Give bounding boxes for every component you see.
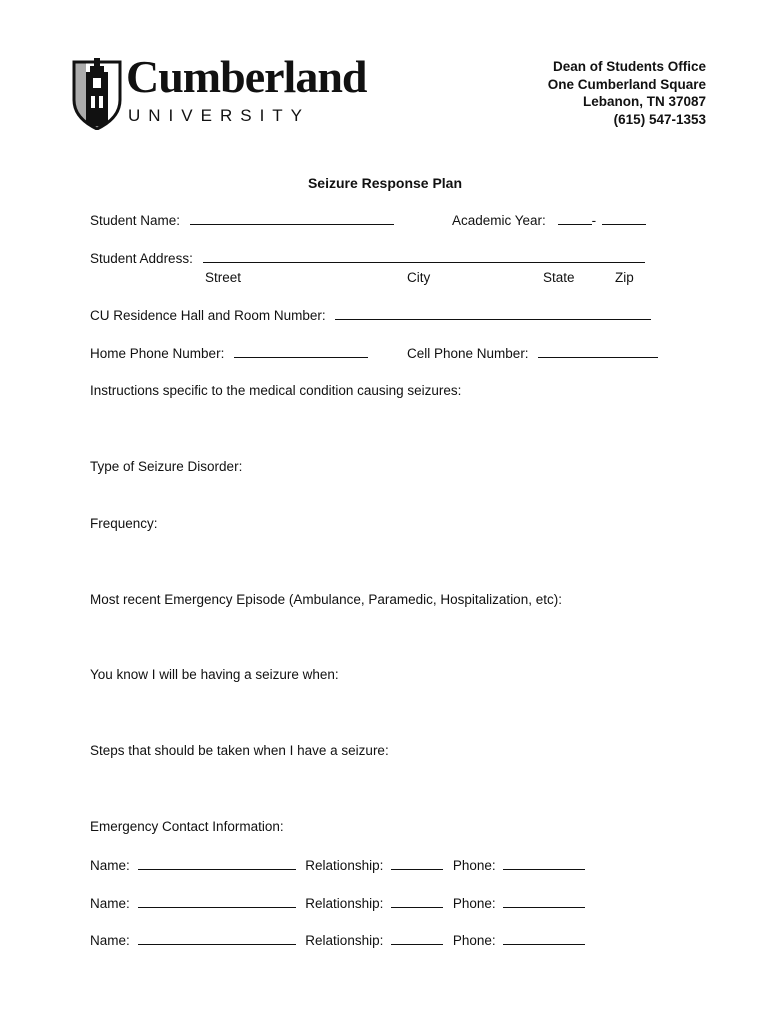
- contact-phone-field[interactable]: [503, 857, 585, 870]
- home-phone-label: Home Phone Number:: [90, 346, 225, 361]
- tower-shield-icon: [72, 52, 122, 130]
- contact-row: [90, 932, 585, 949]
- form-title: Seizure Response Plan: [307, 175, 463, 191]
- contact-relationship-label: Relationship:: [305, 896, 384, 911]
- academic-year-label: Academic Year:: [452, 213, 546, 228]
- residence-label: CU Residence Hall and Room Number:: [90, 308, 326, 323]
- contact-name-label: Name:: [90, 858, 130, 873]
- address-line: Dean of Students Office: [552, 59, 706, 74]
- address-part-zip: Zip: [615, 270, 634, 285]
- logo-wordmark: Cumberland: [126, 51, 367, 102]
- student-address-label: Student Address:: [90, 251, 193, 266]
- instructions-label: Instructions specific to the medical condition causing seizures:: [90, 383, 462, 398]
- steps-label: Steps that should be taken when I have a seizure:: [90, 743, 389, 758]
- contact-relationship-field[interactable]: [391, 857, 443, 870]
- academic-year-row: [452, 212, 646, 229]
- address-line: (615) 547-1353: [613, 111, 706, 127]
- contact-relationship-field[interactable]: [391, 932, 443, 945]
- address-part-street: Street: [205, 270, 242, 285]
- contact-phone-field[interactable]: [503, 895, 585, 908]
- student-address-row: [90, 250, 645, 267]
- emergency-contact-label: Emergency Contact Information:: [90, 819, 284, 834]
- contact-phone-field[interactable]: [503, 932, 585, 945]
- academic-year-end-field[interactable]: [602, 212, 646, 225]
- contact-phone-label: Phone:: [452, 858, 496, 873]
- address-line: Lebanon, TN 37087: [582, 94, 706, 109]
- address-part-state: State: [543, 270, 575, 285]
- student-name-row: [90, 212, 394, 229]
- contact-name-field[interactable]: [138, 857, 296, 870]
- contact-name-label: Name:: [90, 933, 130, 948]
- logo-subtitle: UNIVERSITY: [128, 106, 311, 125]
- student-name-field[interactable]: [190, 212, 394, 225]
- address-line: One Cumberland Square: [547, 76, 706, 92]
- contact-name-label: Name:: [90, 896, 130, 911]
- contact-phone-label: Phone:: [452, 933, 496, 948]
- know-seizure-label: You know I will be having a seizure when:: [90, 667, 339, 682]
- contact-relationship-label: Relationship:: [305, 858, 384, 873]
- university-logo: [72, 52, 382, 132]
- residence-row: [90, 307, 651, 324]
- office-address: [548, 58, 706, 128]
- contact-relationship-label: Relationship:: [305, 933, 384, 948]
- home-phone-row: [90, 345, 368, 362]
- academic-year-start-field[interactable]: [558, 212, 592, 225]
- student-address-field[interactable]: [203, 250, 645, 263]
- contact-name-field[interactable]: [138, 932, 296, 945]
- address-part-city: City: [407, 270, 431, 285]
- contact-row: [90, 895, 585, 912]
- contact-phone-label: Phone:: [452, 896, 496, 911]
- cell-phone-row: [407, 345, 658, 362]
- home-phone-field[interactable]: [234, 345, 368, 358]
- seizure-type-label: Type of Seizure Disorder:: [90, 459, 243, 474]
- residence-field[interactable]: [335, 307, 651, 320]
- academic-year-separator: -: [591, 213, 597, 228]
- cell-phone-label: Cell Phone Number:: [407, 346, 529, 361]
- contact-relationship-field[interactable]: [391, 895, 443, 908]
- contact-name-field[interactable]: [138, 895, 296, 908]
- cell-phone-field[interactable]: [538, 345, 658, 358]
- student-name-label: Student Name:: [90, 213, 181, 228]
- contact-row: [90, 857, 585, 874]
- frequency-label: Frequency:: [90, 516, 158, 531]
- recent-emergency-label: Most recent Emergency Episode (Ambulance, Paramedic, Hospitalization, etc):: [90, 592, 562, 607]
